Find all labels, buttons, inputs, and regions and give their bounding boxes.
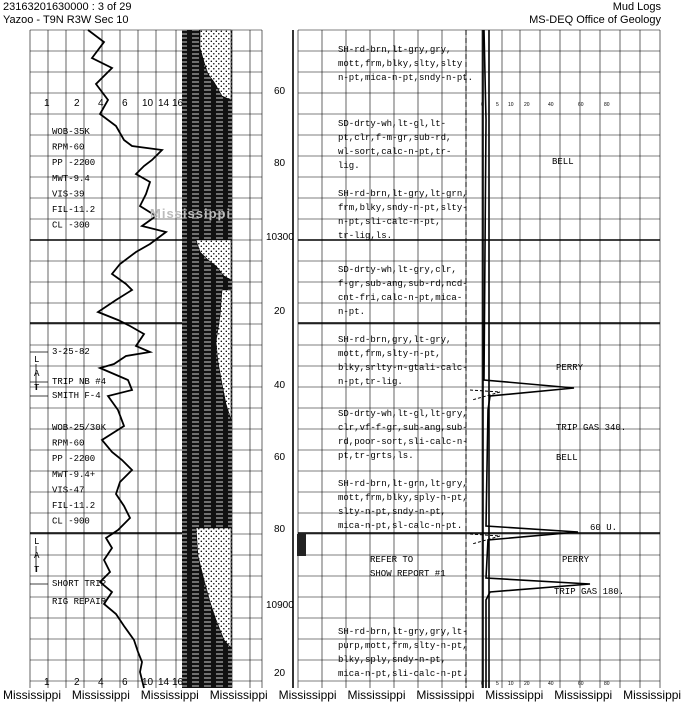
rop-scale-label: 16 xyxy=(172,98,184,109)
rop-scale-label: 2 xyxy=(74,677,80,688)
rop-scale-label: 16 xyxy=(172,677,184,688)
gas-scale-label: 0 xyxy=(481,681,484,687)
rop-scale-label: 14 xyxy=(158,677,170,688)
lithology-line: slty-n-pt,sndy-n-pt, xyxy=(338,507,447,517)
formation-label: BELL xyxy=(556,453,578,463)
rop-scale-label: 1 xyxy=(44,98,50,109)
rop-scale-label: 10 xyxy=(142,98,154,109)
event-date: 3-25-82 xyxy=(52,347,90,357)
lithology-line: mott,frm,blky,sply-n-pt, xyxy=(338,493,468,503)
depth-label: 60 xyxy=(274,452,286,463)
lithology-line: SH-rd-brn,lt-grn,lt-gry, xyxy=(338,479,468,489)
agency-label: MS-DEQ Office of Geology xyxy=(529,14,661,26)
drilling-param-line: VIS-47 xyxy=(52,485,85,496)
core-marker xyxy=(297,534,306,556)
footer-watermark: Mississippi xyxy=(209,688,268,702)
lithology-line: clr,vf-f-gr,sub-ang,sub- xyxy=(338,423,468,433)
footer-watermark: Mississippi xyxy=(347,688,406,702)
footer-watermark: Mississippi xyxy=(416,688,475,702)
gas-scale-label: 40 xyxy=(548,102,554,108)
lithology-line: mica-n-pt,sli-calc-n-pt. xyxy=(338,669,468,679)
drilling-param-line: PP -2200 xyxy=(52,158,96,169)
depth-label: 80 xyxy=(274,524,286,535)
gas-scale-label: 10 xyxy=(508,681,514,687)
footer-watermark: Mississippi xyxy=(3,688,62,702)
gas-scale-label: 40 xyxy=(548,681,554,687)
depth-label: 20 xyxy=(274,306,286,317)
lithology-line: f-gr,sub-ang,sub-rd,ncd- xyxy=(338,279,468,289)
rop-scale-label: 4 xyxy=(98,98,104,109)
trip-gas-label: TRIP GAS 180. xyxy=(554,587,625,597)
rop-scale-label: 10 xyxy=(142,677,154,688)
lithology-line: blky,sply,sndy-n-pt, xyxy=(338,655,447,665)
lithology-line: mica-n-pt,sl-calc-n-pt. xyxy=(338,521,463,531)
rop-scale-label: 14 xyxy=(158,98,170,109)
doc-type-label: Mud Logs xyxy=(612,1,661,13)
gas-peak-label: 60 U. xyxy=(590,523,618,533)
lithology-line: mott,frm,slty-n-pt, xyxy=(338,349,441,359)
footer-watermark: Mississippi xyxy=(554,688,613,702)
depth-label: 40 xyxy=(274,380,286,391)
rop-scale-label: 4 xyxy=(98,677,104,688)
formation-label: BELL xyxy=(552,157,574,167)
lithology-line: purp,mott,frm,slty-n-pt, xyxy=(338,641,468,651)
lithology-line: SH-rd-brn,lt-gry,gry, xyxy=(338,45,452,55)
lithology-line: cnt-fri,calc-n-pt,mica- xyxy=(338,293,463,303)
lithology-line: pt,clr,f-m-gr,sub-rd, xyxy=(338,133,452,143)
drilling-param-line: MWT-9.4 xyxy=(52,173,90,184)
lithology-line: SH-rd-brn,gry,lt-gry, xyxy=(338,335,452,345)
lithology-line: SD-drty-wh,lt-gl,lt- xyxy=(338,119,447,129)
rop-scale-label: 2 xyxy=(74,98,80,109)
footer-watermark: Mississippi xyxy=(71,688,130,702)
gas-scale-label: 60 xyxy=(578,102,584,108)
gas-scale-label: 5 xyxy=(496,102,499,108)
depth-label: 20 xyxy=(274,668,286,679)
file-page-label: 23163201630000 : 3 of 29 xyxy=(3,1,132,13)
depth-label: 10300 xyxy=(266,232,294,243)
lat-marker-letter: A xyxy=(34,369,40,379)
formation-label: PERRY xyxy=(556,363,584,373)
lithology-line: n-pt,sli-calc-n-pt, xyxy=(338,217,441,227)
lat-marker-letter: A xyxy=(34,551,40,561)
gas-scale-label: 20 xyxy=(524,681,530,687)
lithology-line: wl-sort,calc-n-pt,tr- xyxy=(338,147,452,157)
lithology-line: tr-lig,ls. xyxy=(338,231,393,241)
drilling-param-line: CL -300 xyxy=(52,220,90,231)
drilling-param-line: RPM-60 xyxy=(52,142,85,153)
lithology-line: n-pt. xyxy=(338,307,366,317)
drilling-param-line: VIS-39 xyxy=(52,189,85,200)
lithology-line: frm,blky,sndy-n-pt,slty- xyxy=(338,203,468,213)
lithology-line: SHOW REPORT #1 xyxy=(370,569,446,579)
formation-label: PERRY xyxy=(562,555,590,565)
gas-scale-label: 20 xyxy=(524,102,530,108)
trip-gas-label: TRIP GAS 340. xyxy=(556,423,627,433)
gas-scale-label: 10 xyxy=(508,102,514,108)
gas-scale-label: 80 xyxy=(604,102,610,108)
depth-label: 60 xyxy=(274,86,286,97)
lithology-line: SH-rd-brn,lt-gry,gry,lt- xyxy=(338,627,468,637)
gas-scale-label: 60 xyxy=(578,681,584,687)
rop-scale-label: 1 xyxy=(44,677,50,688)
lithology-line: n-pt,mica-n-pt,sndy-n-pt. xyxy=(338,73,474,83)
lithology-line: mott,frm,blky,slty,slty xyxy=(338,59,463,69)
footer-watermark: Mississippi xyxy=(278,688,337,702)
depth-label: 80 xyxy=(274,158,286,169)
gas-scale-label: 80 xyxy=(604,681,610,687)
lithology-line: rd,poor-sort,sli-calc-n- xyxy=(338,437,468,447)
drilling-param-line: FIL-11.2 xyxy=(52,205,96,215)
depth-label: 10900 xyxy=(266,600,294,611)
lithology-line: REFER TO xyxy=(370,555,414,565)
rop-scale-label: 6 xyxy=(122,98,128,109)
lat-marker-letter: L xyxy=(34,355,40,365)
lithology-line: SH-rd-brn,lt-gry,lt-grn, xyxy=(338,189,468,199)
drilling-param-line: WOB-25/30K xyxy=(52,423,107,433)
drilling-param-line: RPM-60 xyxy=(52,438,85,449)
lithology-line: SD-drty-wh,lt-gl,lt-gry, xyxy=(338,409,468,419)
lithology-column xyxy=(182,30,306,688)
well-location-label: Yazoo - T9N R3W Sec 10 xyxy=(3,14,129,26)
lithology-line: lig. xyxy=(338,161,360,171)
rop-scale-label: 6 xyxy=(122,677,128,688)
bit-type-label: SMITH F-4 xyxy=(52,391,101,401)
footer-watermark: Mississippi xyxy=(485,688,544,702)
footer-watermark: Mississippi xyxy=(623,688,681,702)
rig-repair-label: RIG REPAIR xyxy=(52,597,107,607)
lat-marker-letter: T xyxy=(34,383,40,393)
drilling-param-line: WOB-35K xyxy=(52,127,90,137)
watermark-text: Mississippi xyxy=(150,206,232,221)
gas-scale-label: 0 xyxy=(481,102,484,108)
short-trip-label: SHORT TRIP xyxy=(52,579,107,589)
drill-rate-curve xyxy=(88,30,166,688)
drilling-param-line: PP -2200 xyxy=(52,454,96,465)
lithology-line: pt,tr-grts,ls. xyxy=(338,451,414,461)
rop-curve xyxy=(88,30,166,688)
trip-bit-label: TRIP NB #4 xyxy=(52,377,107,387)
lithology-line: n-pt,tr-lig. xyxy=(338,377,403,387)
lat-marker-letter: T xyxy=(34,565,40,575)
drilling-param-line: FIL-11.2 xyxy=(52,501,96,511)
log-annotations xyxy=(30,45,626,688)
drilling-param-line: CL -900 xyxy=(52,516,90,527)
drilling-param-line: MWT-9.4+ xyxy=(52,469,96,480)
gas-scale-label: 5 xyxy=(496,681,499,687)
footer-watermark: Mississippi xyxy=(140,688,199,702)
lat-marker-letter: L xyxy=(34,537,40,547)
lithology-line: blky,srlty-n-gtali-calc- xyxy=(338,363,468,373)
lithology-line: SD-drty-wh,lt-gry,clr, xyxy=(338,265,457,275)
